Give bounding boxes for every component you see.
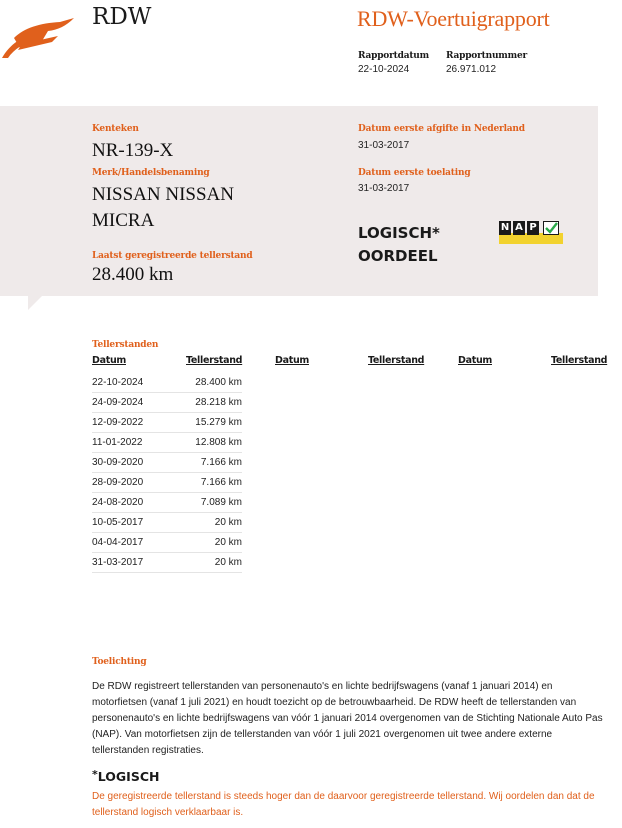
col-header-tellerstand-3: Tellerstand (551, 355, 608, 366)
row-tellerstand: 20 km (186, 513, 242, 533)
row-tellerstand: 7.089 km (186, 493, 242, 513)
row-tellerstand: 15.279 km (186, 413, 242, 433)
eerste-afgifte-value: 31-03-2017 (358, 140, 410, 151)
table-row (92, 493, 242, 513)
row-tellerstand: 7.166 km (186, 473, 242, 493)
table-row (92, 373, 242, 393)
row-datum: 10-05-2017 (92, 513, 186, 533)
laatst-tellerstand-label: Laatst geregistreerde tellerstand (92, 251, 253, 261)
row-datum: 22-10-2024 (92, 373, 186, 393)
row-datum: 24-08-2020 (92, 493, 186, 513)
rdw-logo-icon (0, 14, 78, 60)
table-row (92, 393, 242, 413)
toelichting-paragraph: De RDW registreert tellerstanden van personenauto's en lichte bedrijfswagens (vanaf 1 januari 2014) en motorfietsen (vanaf 1 juli 2021) en houdt toezicht op de betrouwbaarheid. De RDW heeft de tellerstanden van personenauto's en lichte bedrijfswagens van vóór 1 januari 2014 overgenomen van de Stichting Nationale Auto Pas (NAP). Van motorfietsen zijn de tellerstanden van vóór 1 juli 2021 overgenomen uit twee andere externe tellerstanden registraties. (92, 681, 603, 756)
row-tellerstand: 28.400 km (186, 373, 242, 393)
col-header-datum-3: Datum (458, 355, 492, 366)
eerste-afgifte-label: Datum eerste afgifte in Nederland (358, 124, 525, 134)
panel-corner-fold (28, 296, 42, 310)
nap-logo (499, 221, 563, 245)
kenteken-label: Kenteken (92, 124, 139, 134)
row-datum: 31-03-2017 (92, 553, 186, 573)
nap-letter-box (513, 221, 525, 235)
logisch-heading (92, 768, 159, 786)
eerste-toelating-value: 31-03-2017 (358, 183, 410, 194)
row-datum: 04-04-2017 (92, 533, 186, 553)
rapportnummer-label: Rapportnummer (446, 51, 528, 61)
merk-value-line1: NISSAN NISSAN (92, 184, 234, 205)
logisch-explanation: De geregistreerde tellerstand is steeds hoger dan de daarvoor geregistreerde tellerstand. Wij oordelen dan dat de tellerstand logisch verklaarbaar is. (92, 791, 595, 818)
row-tellerstand: 20 km (186, 553, 242, 573)
oordeel-label: OORDEEL (358, 247, 438, 265)
check-icon (543, 221, 559, 235)
rapportdatum-value: 22-10-2024 (358, 64, 410, 75)
nap-letter-a: A (515, 222, 523, 233)
row-datum: 11-01-2022 (92, 433, 186, 453)
vehicle-panel (0, 106, 598, 296)
row-tellerstand: 28.218 km (186, 393, 242, 413)
merk-value-line2: MICRA (92, 210, 155, 231)
report-title: RDW-Voertuigrapport (357, 6, 550, 31)
col-header-tellerstand-1: Tellerstand (186, 355, 243, 366)
nap-letter-box (527, 221, 539, 235)
kenteken-value: NR-139-X (92, 140, 174, 161)
row-datum: 12-09-2022 (92, 413, 186, 433)
logisch-asterisk: * (92, 768, 98, 781)
table-row (92, 453, 242, 473)
table-row (92, 513, 242, 533)
brand-name: RDW (92, 4, 152, 30)
toelichting-title: Toelichting (92, 657, 147, 667)
table-row (92, 413, 242, 433)
row-datum: 28-09-2020 (92, 473, 186, 493)
row-tellerstand: 20 km (186, 533, 242, 553)
table-row (92, 553, 242, 573)
row-datum: 24-09-2024 (92, 393, 186, 413)
row-tellerstand: 7.166 km (186, 453, 242, 473)
row-datum: 30-09-2020 (92, 453, 186, 473)
col-header-datum-1: Datum (92, 355, 126, 366)
nap-letter-box (499, 221, 511, 235)
rapportnummer-value: 26.971.012 (446, 64, 497, 75)
laatst-tellerstand-value: 28.400 km (92, 264, 174, 285)
tellerstanden-title: Tellerstanden (92, 340, 159, 350)
table-row (92, 433, 242, 453)
col-header-datum-2: Datum (275, 355, 309, 366)
nap-letter-n: N (500, 222, 510, 233)
logisch-title: LOGISCH (97, 769, 160, 784)
table-row (92, 473, 242, 493)
tellerstanden-table (92, 373, 242, 573)
row-tellerstand: 12.808 km (186, 433, 242, 453)
oordeel-logisch: LOGISCH* (358, 224, 440, 242)
col-header-tellerstand-2: Tellerstand (368, 355, 425, 366)
nap-letter-p: P (529, 222, 537, 233)
table-row (92, 533, 242, 553)
merk-label: Merk/Handelsbenaming (92, 168, 210, 178)
rapportdatum-label: Rapportdatum (358, 51, 429, 61)
eerste-toelating-label: Datum eerste toelating (358, 168, 471, 178)
